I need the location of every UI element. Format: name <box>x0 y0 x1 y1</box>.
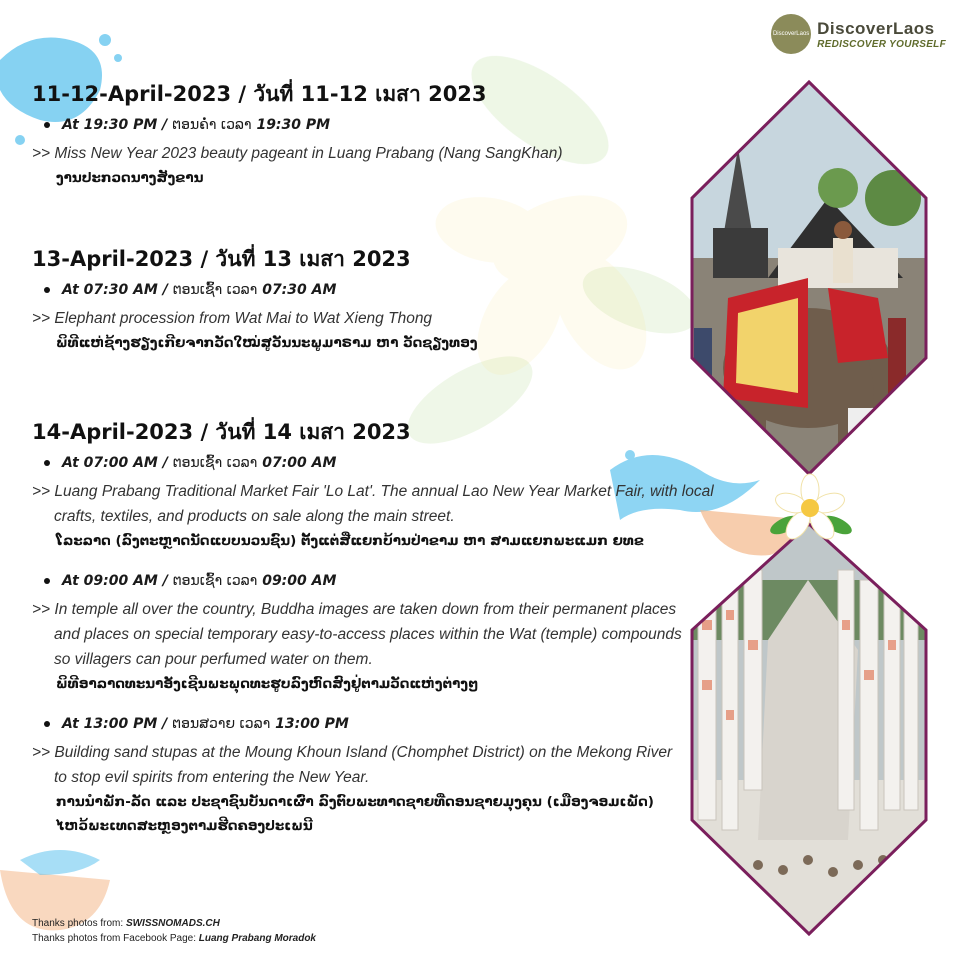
bullet-icon <box>44 721 50 727</box>
bullet-icon <box>44 460 50 466</box>
credit-source: Luang Prabang Moradok <box>198 933 316 944</box>
event-description: >> Miss New Year 2023 beauty pageant in Luang Prabang (Nang SangKhan) <box>32 145 563 162</box>
bullet-icon <box>44 578 50 584</box>
day-section <box>32 416 732 838</box>
time-value: 07:30 AM <box>262 282 337 298</box>
time-lao: ຕອນຄ່ຳ ເວລາ <box>172 117 252 133</box>
day-title: 13-April-2023 / วันที่ 13 เมสา 2023 <box>32 247 411 271</box>
brand-name: DiscoverLaos <box>817 18 935 38</box>
day-section <box>32 78 732 190</box>
event-time <box>44 573 732 589</box>
event-time <box>44 282 732 298</box>
time-en: At 07:00 AM / <box>62 455 168 471</box>
time-value: 13:00 PM <box>275 716 349 732</box>
time-value: 09:00 AM <box>262 573 337 589</box>
event-description-lao: ພິທີແຫ່ຊ້າງຮຽງເກີຍຈາກວັດໃໝ່ສູວັນນະພູມາຣາມ ຫາ ວັດຊຽງທອງ <box>56 335 478 351</box>
day-section <box>32 243 732 355</box>
time-value: 19:30 PM <box>256 117 331 133</box>
event-description: >> Luang Prabang Traditional Market Fair 'Lo Lat'. The annual Lao New Year Market Fair, with local crafts, textiles, and products on sale along the main street. <box>32 483 714 525</box>
time-en: At 09:00 AM / <box>62 573 168 589</box>
time-en: At 13:00 PM / <box>62 716 168 732</box>
event-time <box>44 716 732 732</box>
event-description-lao: ໂລະລາດ (ລົງຕະຫຼາດນັດແບບນວນຊົນ) ຕັ້ງແຕ່ສີ່ແຍກບ້ານປ່າຂາມ ຫາ ສາມແຍກພະແມກ ຍທຂ <box>56 533 644 549</box>
day-title: 11-12-April-2023 / วันที่ 11-12 เมสา 2023 <box>32 82 487 106</box>
event-description-lao: ງານປະກວດນາງສັງຂານ <box>56 170 204 186</box>
credit-prefix: Thanks photos from: <box>32 918 124 929</box>
photo-credits <box>32 916 316 946</box>
event-description: >> Elephant procession from Wat Mai to Wat Xieng Thong <box>32 310 433 327</box>
bullet-icon <box>44 287 50 293</box>
event-time <box>44 455 732 471</box>
credit-prefix: Thanks photos from Facebook Page: <box>32 933 196 944</box>
time-value: 07:00 AM <box>262 455 337 471</box>
credit-source: SWISSNOMADS.CH <box>125 918 220 929</box>
time-lao: ຕອນເຊົ້າ ເວລາ <box>172 282 258 298</box>
event-description-lao: ການນຳພັກ-ລັດ ແລະ ປະຊາຊົນບັນດາເຜົ່າ ລົງຕົບພະທາດຊາຍທີ່ດອນຊາຍມຸງຄຸນ (ເມືອງຈອມເພັດ) ໄຫວ້ພະເທດສະຫຼອງຕາມຮີດຄອງປະເພນີ <box>56 794 654 834</box>
time-en: At 19:30 PM / <box>62 117 168 133</box>
time-lao: ຕອນສວາຍ ເວລາ <box>172 716 271 732</box>
time-en: At 07:30 AM / <box>62 282 168 298</box>
credit-line <box>32 916 316 931</box>
event-description: >> Building sand stupas at the Moung Khoun Island (Chomphet District) on the Mekong River to stop evil spirits from entering the New Year. <box>32 744 673 786</box>
logo-badge: DiscoverLaos <box>771 14 811 54</box>
event-description-lao: ພິທີອາລາດທະນາອັງເຊີນພະພຸດທະຮູບລົງຫົດສົງຢູ່ຕາມວັດແຫ່ງຕ່າງໆ <box>56 676 479 692</box>
brand-logo[interactable] <box>771 14 946 54</box>
frangipani-flower-icon <box>765 470 855 545</box>
credit-line <box>32 931 316 946</box>
time-lao: ຕອນເຊົ້າ ເວລາ <box>172 455 258 471</box>
event-time <box>44 117 732 133</box>
day-title: 14-April-2023 / วันที่ 14 เมสา 2023 <box>32 420 411 444</box>
time-lao: ຕອນເຊົ້າ ເວລາ <box>172 573 258 589</box>
bullet-icon <box>44 122 50 128</box>
brand-tagline: REDISCOVER YOURSELF <box>817 38 946 50</box>
event-description: >> In temple all over the country, Buddha images are taken down from their permanent places and places on special temporary easy-to-access places within the Wat (temple) compounds so villagers can pour perfumed water on them. <box>32 601 682 668</box>
